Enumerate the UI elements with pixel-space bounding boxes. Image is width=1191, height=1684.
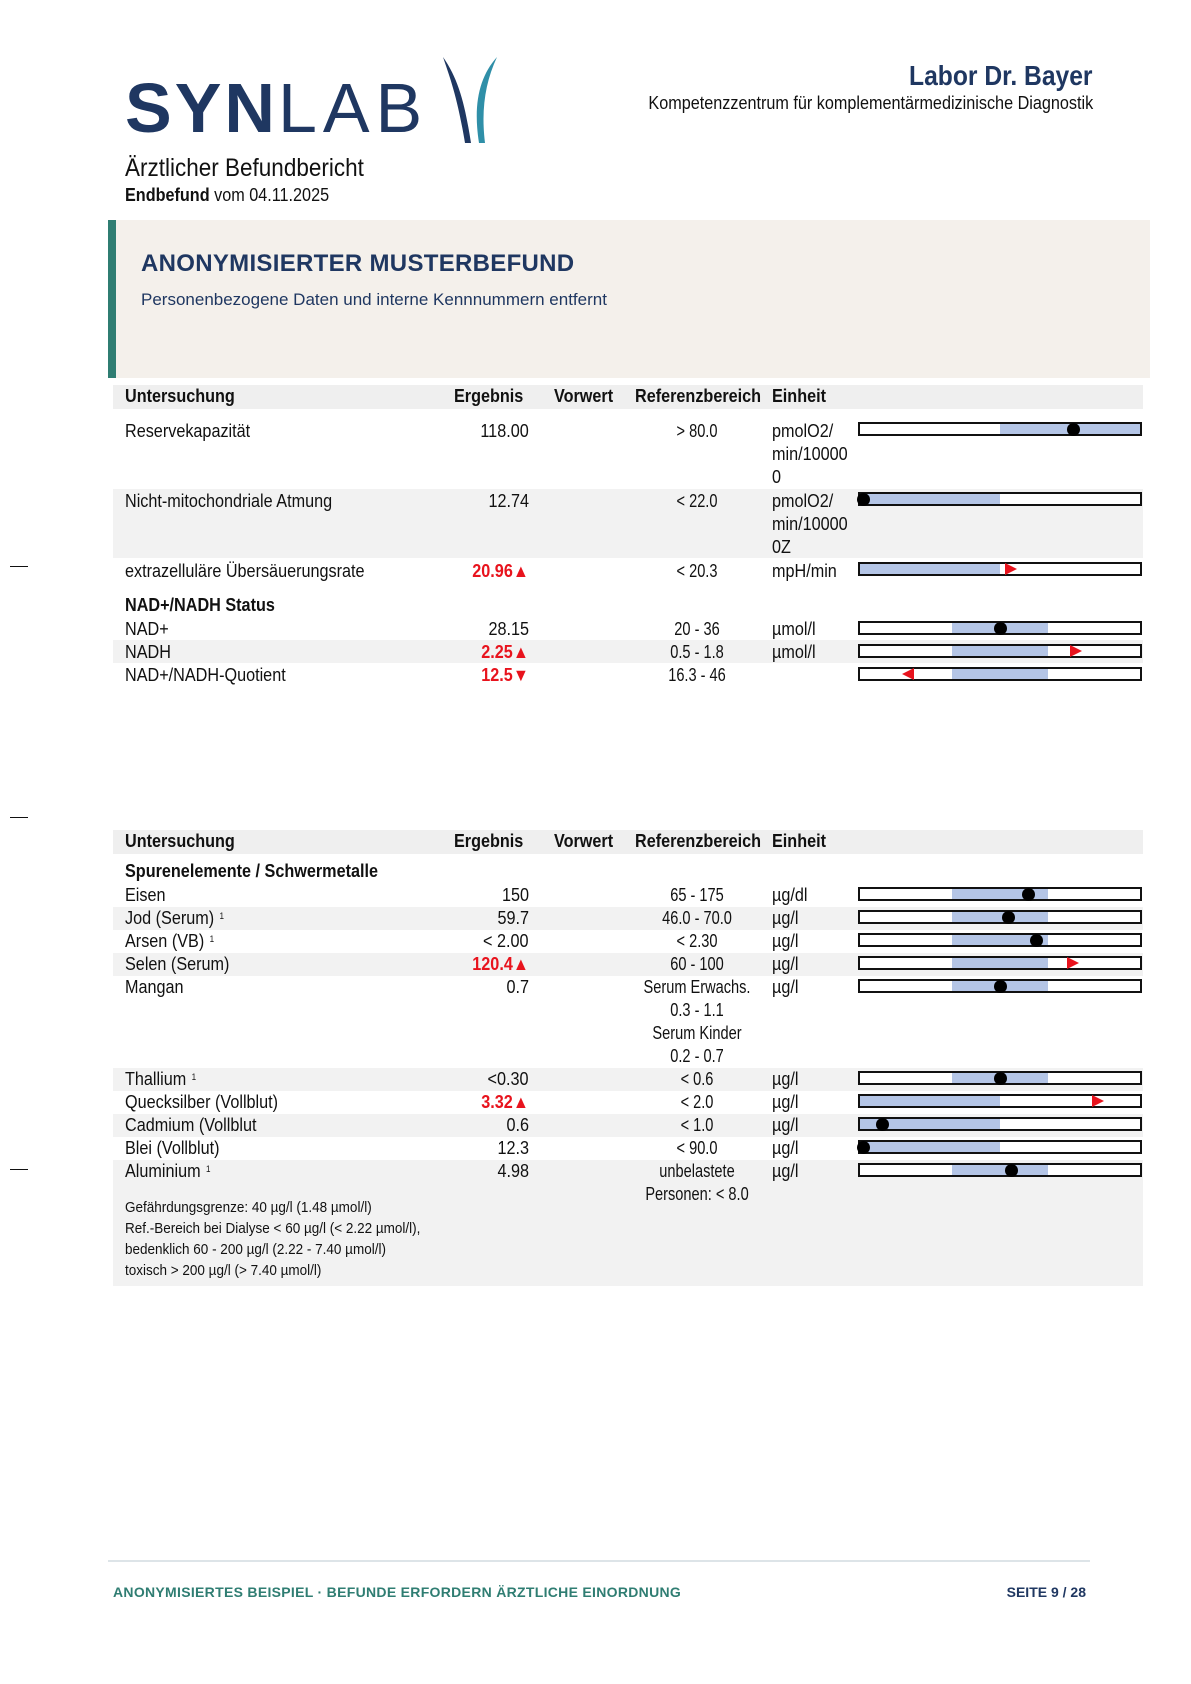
col-test: Untersuchung	[125, 831, 235, 851]
test-result: 12.74	[488, 491, 529, 511]
section-heading: Spurenelemente / Schwermetalle	[125, 861, 378, 881]
col-result: Ergebnis	[454, 831, 524, 851]
col-unit: Einheit	[772, 386, 827, 406]
footer-disclaimer: ANONYMISIERTES BEISPIEL · BEFUNDE ERFORDERN ÄRZTLICHE EINORDNUNG	[113, 1584, 682, 1600]
page-number: SEITE 9 / 28	[1006, 1584, 1086, 1600]
range-indicator	[858, 621, 1142, 635]
unit: µg/l	[772, 1069, 799, 1089]
reference-band	[952, 1165, 1047, 1175]
test-result-flagged: 120.4▲	[472, 954, 529, 974]
range-indicator	[858, 1117, 1142, 1131]
unit: pmolO2/ min/10000 0	[772, 421, 848, 487]
test-name: Eisen	[125, 885, 166, 905]
footnote-marker: 1	[191, 1072, 197, 1082]
logo-bold-text: SYN	[125, 69, 278, 147]
test-name: Blei (Vollblut)	[125, 1138, 220, 1158]
status-label: Endbefund	[125, 185, 210, 205]
reference-band	[860, 1096, 1000, 1106]
reference-band	[952, 912, 1047, 922]
margin-mark	[10, 817, 28, 818]
unit: µg/l	[772, 1161, 799, 1181]
test-result: 0.7	[506, 977, 529, 997]
aluminium-note: Gefährdungsgrenze: 40 µg/l (1.48 µmol/l)	[125, 1199, 372, 1216]
test-result: 150	[501, 885, 529, 905]
footnote-marker: 1	[206, 1164, 211, 1174]
unit: µmol/l	[772, 619, 816, 639]
lab-name: Labor Dr. Bayer	[909, 60, 1093, 91]
reference-band	[952, 669, 1047, 679]
col-test: Untersuchung	[125, 386, 235, 406]
range-indicator	[858, 1094, 1142, 1108]
logo-swoosh-icon	[435, 55, 505, 145]
test-name: Aluminium $^1$	[125, 1161, 211, 1181]
value-marker-dot	[1067, 423, 1080, 436]
test-result: < 2.00	[483, 931, 529, 951]
range-indicator	[858, 1071, 1142, 1085]
table-header	[113, 830, 1143, 854]
test-result-flagged: 12.5▼	[481, 665, 529, 685]
unit: µg/l	[772, 1138, 799, 1158]
test-name: NAD+	[125, 619, 169, 639]
unit: µg/l	[772, 954, 799, 974]
logo-light-text: LAB	[277, 69, 429, 147]
test-result: 12.3	[497, 1138, 529, 1158]
range-indicator	[858, 910, 1142, 924]
anonymized-banner	[108, 220, 1150, 378]
high-flag-icon	[1070, 645, 1082, 657]
footnote-marker: 1	[209, 934, 215, 944]
col-previous: Vorwert	[554, 386, 614, 406]
unit: µg/l	[772, 1092, 799, 1112]
value-marker-dot	[994, 1072, 1007, 1085]
aluminium-note: Ref.-Bereich bei Dialyse < 60 µg/l (< 2.22 µmol/l),	[125, 1220, 421, 1237]
unit: µg/l	[772, 908, 799, 928]
unit: µg/l	[772, 977, 799, 997]
value-marker-dot	[876, 1118, 889, 1131]
high-flag-icon	[1005, 563, 1017, 575]
test-result-flagged: 3.32▲	[481, 1092, 529, 1112]
test-result: 28.15	[488, 619, 529, 639]
value-marker-dot	[1030, 934, 1043, 947]
test-result: 59.7	[497, 908, 529, 928]
table-header	[113, 385, 1143, 409]
footnote-marker: 1	[219, 911, 225, 921]
range-indicator	[858, 492, 1142, 506]
test-result-flagged: 2.25▲	[481, 642, 529, 662]
range-indicator	[858, 1163, 1142, 1177]
value-marker-dot	[1002, 911, 1015, 924]
test-name: Thallium $^1$	[125, 1069, 197, 1089]
value-marker-dot	[857, 493, 870, 506]
banner-subtitle: Personenbezogene Daten und interne Kennnummern entfernt	[141, 290, 607, 309]
section-heading: NAD+/NADH Status	[125, 595, 275, 615]
range-indicator	[858, 422, 1142, 436]
unit: µg/l	[772, 1115, 799, 1135]
test-name: Nicht-mitochondriale Atmung	[125, 491, 333, 511]
range-indicator	[858, 956, 1142, 970]
status-date: vom 04.11.2025	[214, 185, 330, 205]
unit: pmolO2/ min/10000 0Z	[772, 491, 848, 557]
banner-title: ANONYMISIERTER MUSTERBEFUND	[141, 250, 575, 277]
unit: µg/l	[772, 931, 799, 951]
reference-band	[860, 494, 1000, 504]
test-result-flagged: 20.96▲	[472, 561, 529, 581]
test-result: <0.30	[488, 1069, 529, 1089]
col-previous: Vorwert	[554, 831, 614, 851]
range-indicator	[858, 667, 1142, 681]
reference-band	[952, 646, 1047, 656]
col-unit: Einheit	[772, 831, 827, 851]
unit: µmol/l	[772, 642, 816, 662]
test-name: NADH	[125, 642, 171, 662]
document-title: Ärztlicher Befundbericht	[125, 154, 364, 182]
unit: µg/dl	[772, 885, 808, 905]
range-indicator	[858, 887, 1142, 901]
test-result: 118.00	[480, 421, 529, 441]
col-result: Ergebnis	[454, 386, 524, 406]
range-indicator	[858, 1140, 1142, 1154]
value-marker-dot	[1005, 1164, 1018, 1177]
unit: mpH/min	[772, 561, 837, 581]
reference-band	[860, 564, 1000, 574]
high-flag-icon	[1092, 1095, 1104, 1107]
test-name: Quecksilber (Vollblut)	[125, 1092, 279, 1112]
test-name: Reservekapazität	[125, 421, 251, 441]
value-marker-dot	[1022, 888, 1035, 901]
range-indicator	[858, 562, 1142, 576]
high-flag-icon	[1067, 957, 1079, 969]
test-name: NAD+/NADH-Quotient	[125, 665, 286, 685]
margin-mark	[10, 566, 28, 567]
reference-band	[952, 958, 1047, 968]
test-name: extrazelluläre Übersäuerungsrate	[125, 561, 365, 581]
lab-description: Kompetenzzentrum für komplementärmedizinische Diagnostik	[648, 93, 1093, 113]
low-flag-icon	[902, 668, 914, 680]
test-name: Selen (Serum)	[125, 954, 230, 974]
test-name: Cadmium (Vollblut	[125, 1115, 257, 1135]
value-marker-dot	[857, 1141, 870, 1154]
test-name: Mangan	[125, 977, 184, 997]
range-indicator	[858, 979, 1142, 993]
value-marker-dot	[994, 980, 1007, 993]
range-indicator	[858, 933, 1142, 947]
col-reference: Referenzbereich	[635, 831, 762, 851]
synlab-logo	[125, 55, 500, 145]
reference-band	[860, 1142, 1000, 1152]
test-name: Arsen (VB) $^1$	[125, 931, 215, 951]
document-status	[125, 185, 329, 206]
test-result: 0.6	[506, 1115, 529, 1135]
test-result: 4.98	[497, 1161, 529, 1181]
value-marker-dot	[994, 622, 1007, 635]
test-name: Jod (Serum) $^1$	[125, 908, 225, 928]
col-reference: Referenzbereich	[635, 386, 762, 406]
aluminium-note: toxisch > 200 µg/l (> 7.40 µmol/l)	[125, 1262, 322, 1279]
aluminium-note: bedenklich 60 - 200 µg/l (2.22 - 7.40 µmol/l)	[125, 1241, 386, 1258]
margin-mark	[10, 1169, 28, 1170]
footer-divider	[108, 1560, 1090, 1562]
range-indicator	[858, 644, 1142, 658]
